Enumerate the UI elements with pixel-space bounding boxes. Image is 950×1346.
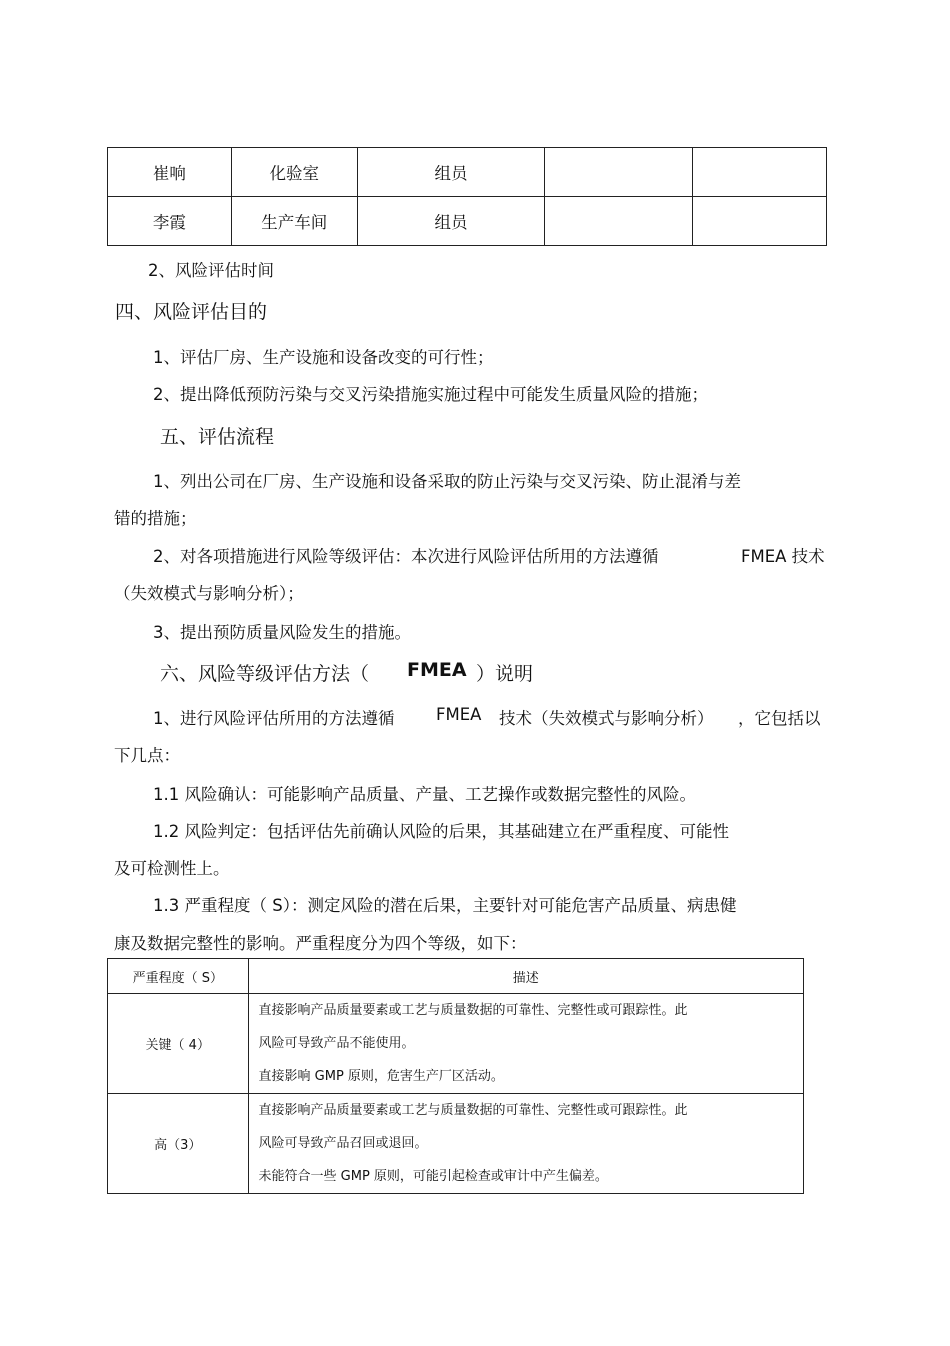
- description-line: 风险可导致产品不能使用。: [258, 1036, 415, 1051]
- heading-section-5: 五、评估流程: [160, 426, 275, 448]
- paragraph: 1.2 风险判定：包括评估先前确认风险的后果，其基础建立在严重程度、可能性: [153, 822, 729, 841]
- paragraph: 及可检测性上。: [114, 859, 230, 878]
- table-row: [108, 1094, 804, 1194]
- member-cell-empty: [545, 148, 693, 197]
- column-header: 严重程度（ S）: [108, 959, 249, 994]
- severity-table: [107, 958, 804, 1194]
- member-cell-empty: [545, 197, 693, 246]
- member-cell-empty: [693, 148, 827, 197]
- heading-section-6-tail: ）说明: [476, 663, 534, 685]
- paragraph: 3、提出预防质量风险发生的措施。: [153, 623, 411, 642]
- description-line: 风险可导致产品召回或退回。: [258, 1136, 428, 1151]
- paragraph: 1、进行风险评估所用的方法遵循: [153, 709, 395, 728]
- paragraph: 康及数据完整性的影响。严重程度分为四个等级，如下：: [114, 934, 527, 953]
- team-table: [107, 147, 827, 246]
- paragraph: 1、列出公司在厂房、生产设施和设备采取的防止污染与交叉污染、防止混淆与差: [153, 472, 741, 491]
- paragraph: （失效模式与影响分析）；: [114, 584, 304, 603]
- paragraph: 技术（失效模式与影响分析）: [499, 709, 714, 728]
- description-line: 直接影响产品质量要素或工艺与质量数据的可靠性、完整性或可跟踪性。此: [258, 1003, 688, 1018]
- severity-description: [248, 994, 803, 1094]
- paragraph: FMEA: [436, 705, 482, 724]
- table-row: [108, 197, 827, 246]
- section-time-label: 2、风险评估时间: [148, 261, 274, 280]
- paragraph: ，它包括以: [738, 709, 821, 728]
- member-dept: 生产车间: [231, 197, 357, 246]
- description-line: 未能符合一些 GMP 原则，可能引起检查或审计中产生偏差。: [258, 1169, 608, 1184]
- heading-section-6: 六、风险等级评估方法（: [160, 663, 370, 685]
- paragraph: 1.1 风险确认：可能影响产品质量、产量、工艺操作或数据完整性的风险。: [153, 785, 696, 804]
- severity-description: [248, 1094, 803, 1194]
- heading-section-4: 四、风险评估目的: [115, 301, 268, 323]
- paragraph: 2、对各项措施进行风险等级评估：本次进行风险评估所用的方法遵循: [153, 547, 659, 566]
- table-row: [108, 994, 804, 1094]
- description-line: 直接影响 GMP 原则，危害生产厂区活动。: [258, 1069, 504, 1084]
- table-header-row: [108, 959, 804, 994]
- paragraph: FMEA 技术: [741, 547, 825, 566]
- paragraph: 下几点：: [114, 746, 180, 765]
- member-role: 组员: [357, 148, 545, 197]
- member-name: 崔响: [108, 148, 232, 197]
- heading-section-6-fmea: FMEA: [407, 659, 467, 681]
- description-line: 直接影响产品质量要素或工艺与质量数据的可靠性、完整性或可跟踪性。此: [258, 1103, 688, 1118]
- member-cell-empty: [693, 197, 827, 246]
- member-role: 组员: [357, 197, 545, 246]
- severity-level: 高（3）: [108, 1094, 249, 1194]
- table-row: [108, 148, 827, 197]
- paragraph: 2、提出降低预防污染与交叉污染措施实施过程中可能发生质量风险的措施；: [153, 385, 708, 404]
- paragraph: 1.3 严重程度（ S）：测定风险的潜在后果，主要针对可能危害产品质量、病患健: [153, 896, 737, 915]
- severity-level: 关键（ 4）: [108, 994, 249, 1094]
- paragraph: 1、评估厂房、生产设施和设备改变的可行性；: [153, 348, 494, 367]
- paragraph: 错的措施；: [114, 509, 197, 528]
- member-dept: 化验室: [231, 148, 357, 197]
- column-header: 描述: [248, 959, 803, 994]
- member-name: 李霞: [108, 197, 232, 246]
